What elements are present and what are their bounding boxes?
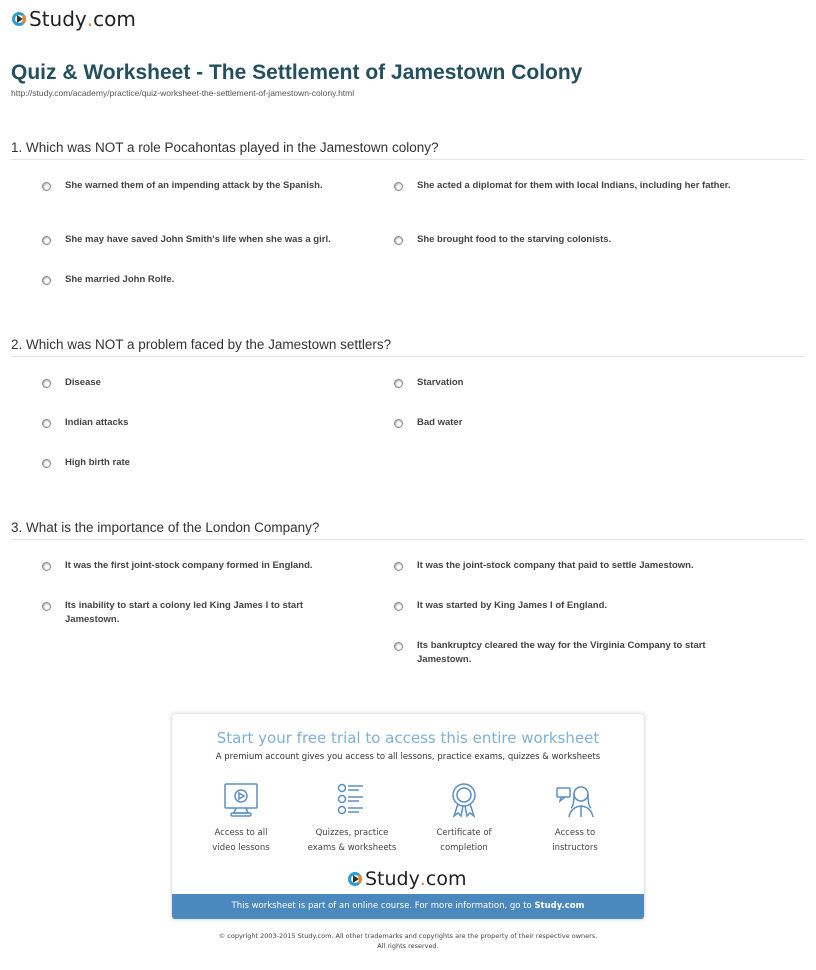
answer-option[interactable]	[394, 416, 724, 430]
answer-option[interactable]	[42, 559, 372, 573]
feature-label-line1: Certificate of	[436, 828, 492, 838]
promo-title[interactable]: Start your free trial to access this entire worksheet	[216, 729, 600, 747]
logo-tld: com	[93, 7, 136, 31]
option-label: She acted a diplomat for them with local Indians, including her father.	[417, 180, 731, 191]
answer-option[interactable]	[394, 179, 734, 193]
option-label: Its bankruptcy cleared the way for the Virginia Company to start Jamestown.	[417, 640, 706, 665]
radio-button[interactable]	[42, 602, 51, 611]
radio-button[interactable]	[42, 236, 51, 245]
feature-video-lessons	[186, 782, 296, 856]
banner-text: This worksheet is part of an online course. For more information, go to	[231, 901, 535, 911]
option-label: It was the joint-stock company that paid to settle Jamestown.	[417, 560, 694, 571]
page-title: Quiz & Worksheet - The Settlement of Jamestown Colony	[11, 61, 583, 84]
answer-option[interactable]	[42, 179, 372, 193]
divider	[11, 539, 805, 540]
radio-button[interactable]	[42, 419, 51, 428]
option-label: It was started by King James I of England.	[417, 600, 608, 611]
play-logo-icon	[348, 872, 362, 886]
feature-label-line1: Quizzes, practice	[315, 828, 389, 838]
feature-label-line1: Access to	[554, 828, 596, 838]
answer-option[interactable]	[394, 599, 724, 613]
radio-button[interactable]	[394, 182, 403, 191]
rights-text: All rights reserved.	[377, 942, 439, 950]
question-2-title: 2. Which was NOT a problem faced by the Jamestown settlers?	[11, 337, 392, 352]
logo-text: Study	[29, 7, 87, 31]
answer-option[interactable]	[42, 599, 342, 627]
radio-button[interactable]	[394, 236, 403, 245]
feature-quizzes	[297, 782, 407, 856]
feature-label-line2: completion	[440, 843, 488, 853]
feature-label-line2: video lessons	[212, 843, 270, 853]
option-label: Disease	[65, 377, 101, 388]
option-label: Bad water	[417, 417, 463, 428]
play-logo-icon	[12, 12, 26, 26]
option-label: Indian attacks	[65, 417, 129, 428]
answer-option[interactable]	[394, 376, 724, 390]
question-3-title: 3. What is the importance of the London Company?	[11, 520, 320, 535]
radio-button[interactable]	[394, 419, 403, 428]
radio-button[interactable]	[394, 562, 403, 571]
answer-option[interactable]	[394, 233, 724, 247]
answer-option[interactable]	[42, 456, 372, 470]
study-logo[interactable]	[12, 7, 136, 31]
free-trial-promo	[171, 713, 645, 920]
logo-dot: .	[86, 7, 94, 31]
copyright-footer	[0, 931, 816, 951]
option-label: She warned them of an impending attack by the Spanish.	[65, 180, 323, 191]
radio-button[interactable]	[42, 379, 51, 388]
option-label: She brought food to the starving colonists.	[417, 234, 612, 245]
logo-dot: .	[419, 868, 426, 890]
promo-subtitle: A premium account gives you access to all lessons, practice exams, quizzes & worksheets	[215, 752, 601, 762]
course-info-banner[interactable]	[172, 894, 644, 919]
feature-instructors	[520, 782, 630, 856]
study-link[interactable]: Study.com	[534, 901, 585, 911]
page-url[interactable]: http://study.com/academy/practice/quiz-worksheet-the-settlement-of-jamestown-colony.html	[11, 88, 355, 98]
radio-button[interactable]	[394, 379, 403, 388]
answer-option[interactable]	[42, 273, 372, 287]
radio-button[interactable]	[42, 459, 51, 468]
video-monitor-icon	[222, 782, 260, 818]
feature-certificate	[409, 782, 519, 856]
option-label: High birth rate	[65, 457, 130, 468]
answer-option[interactable]	[42, 416, 372, 430]
radio-button[interactable]	[42, 562, 51, 571]
certificate-ribbon-icon	[445, 782, 483, 818]
radio-button[interactable]	[394, 642, 403, 651]
radio-button[interactable]	[42, 276, 51, 285]
logo-text: Study	[365, 868, 420, 890]
checklist-icon	[333, 782, 371, 818]
radio-button[interactable]	[394, 602, 403, 611]
option-label: She may have saved John Smith's life when she was a girl.	[65, 234, 331, 245]
answer-option[interactable]	[394, 559, 734, 573]
option-label: Starvation	[417, 377, 464, 388]
copyright-text: © copyright 2003-2015 Study.com. All other trademarks and copyrights are the property of their respective owners.	[218, 932, 598, 940]
promo-study-logo[interactable]	[348, 868, 467, 890]
feature-label-line1: Access to all	[214, 828, 268, 838]
instructor-chat-icon	[555, 782, 595, 818]
logo-tld: com	[425, 868, 467, 890]
divider	[11, 159, 805, 160]
radio-button[interactable]	[42, 182, 51, 191]
feature-label-line2: exams & worksheets	[307, 843, 397, 853]
divider	[11, 356, 805, 357]
answer-option[interactable]	[42, 376, 372, 390]
question-1-title: 1. Which was NOT a role Pocahontas played in the Jamestown colony?	[11, 140, 439, 155]
answer-option[interactable]	[42, 233, 372, 247]
option-label: Its inability to start a colony led King James I to start Jamestown.	[65, 600, 304, 625]
feature-label-line2: instructors	[552, 843, 598, 853]
answer-option[interactable]	[394, 639, 734, 667]
option-label: It was the first joint-stock company formed in England.	[65, 560, 313, 571]
option-label: She married John Rolfe.	[65, 274, 175, 285]
